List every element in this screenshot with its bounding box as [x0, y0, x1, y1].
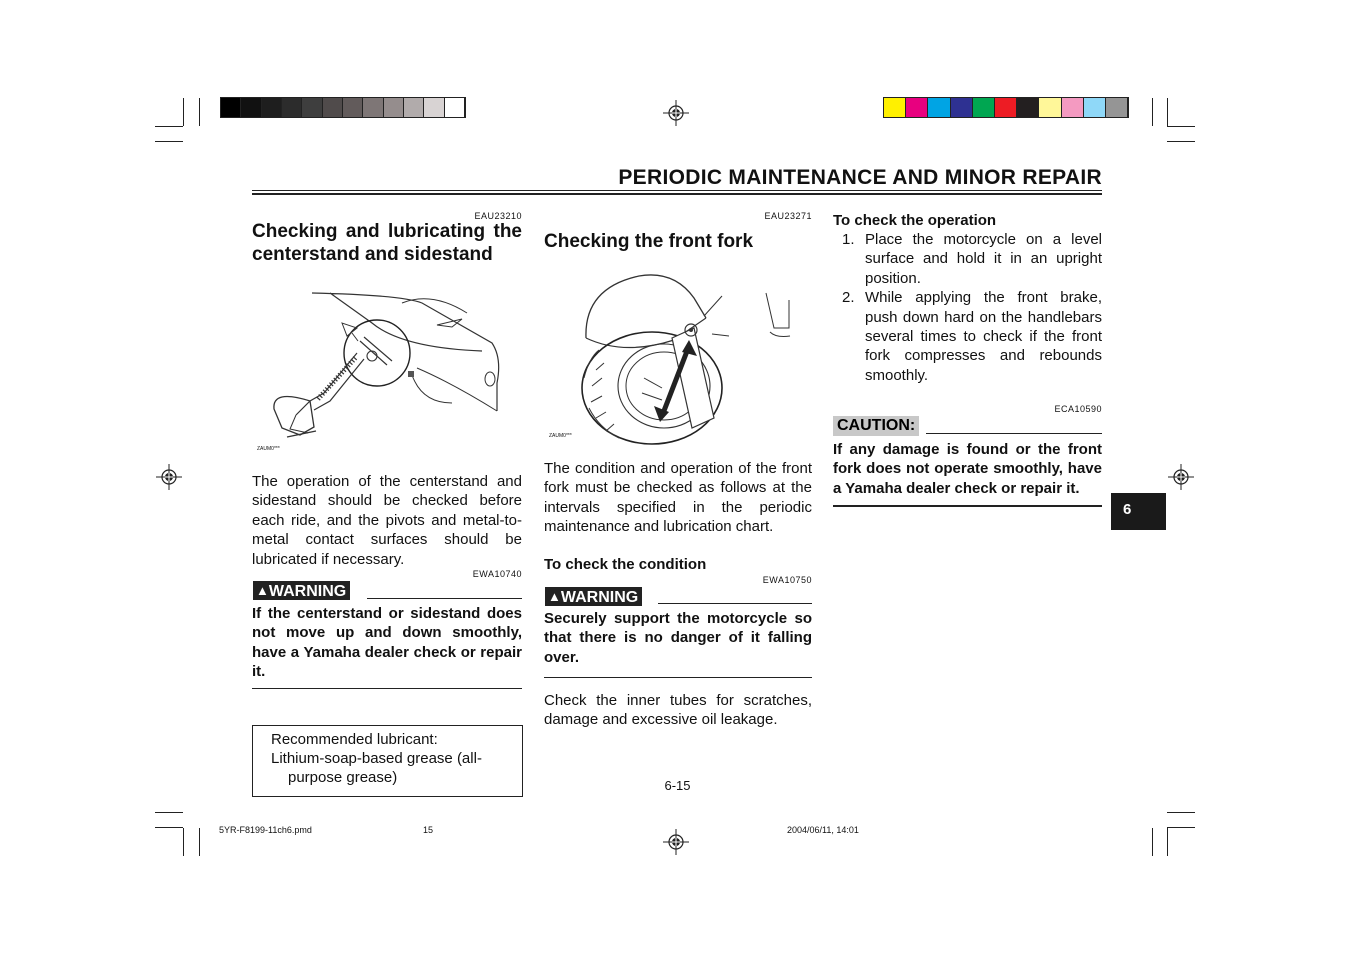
footer-filename: 5YR-F8199-11ch6.pmd — [219, 825, 312, 835]
color-swatch — [221, 98, 241, 117]
subheading-operation: To check the operation — [833, 212, 997, 229]
color-swatch — [995, 98, 1017, 117]
caution-badge: CAUTION: — [833, 416, 919, 436]
color-swatch — [1062, 98, 1084, 117]
caution-text: If any damage is found or the front fork does not operate smoothly, have a Yamaha dealer check or repair it. — [833, 441, 1102, 497]
warning-text: If the centerstand or sidestand does not move up and down smoothly, have a Yamaha dealer check or repair it. — [252, 605, 522, 681]
subheading-condition: To check the condition — [544, 556, 707, 573]
step-text: Place the motorcycle on a level surface and hold it in an upright position. — [865, 231, 1102, 287]
color-swatch — [404, 98, 424, 117]
sidestand-illustration — [252, 283, 522, 458]
color-swatch — [343, 98, 363, 117]
color-swatch — [951, 98, 973, 117]
color-swatch — [363, 98, 383, 117]
front-fork-paragraph: The condition and operation of the front fork must be checked as follows at the intervals specified in the periodic maintenance and lubrication chart. — [544, 460, 812, 536]
color-swatch — [1039, 98, 1061, 117]
warning-text: Securely support the motorcycle so that there is no danger of it falling over. — [544, 610, 812, 666]
header-rule-thick — [252, 193, 1102, 195]
color-swatch — [282, 98, 302, 117]
warning-badge: ▲WARNING — [545, 587, 642, 606]
section-code: EAU23271 — [764, 211, 812, 221]
color-swatch — [906, 98, 928, 117]
color-swatch — [302, 98, 322, 117]
color-swatch — [262, 98, 282, 117]
registration-mark-left — [156, 464, 182, 490]
caution-code: ECA10590 — [1054, 404, 1102, 414]
color-swatch — [384, 98, 404, 117]
chapter-tab: 6 — [1111, 493, 1166, 530]
list-item — [833, 288, 1102, 385]
centerstand-paragraph: The operation of the centerstand and sidestand should be checked before each ride, and the pivots and metal-to-metal contact surfaces should be lubricated if necessary. — [252, 473, 522, 568]
step-text: While applying the front brake, push down hard on the handlebars several times to check if the front fork compresses and rebounds smoothly. — [865, 289, 1102, 384]
section-heading: Checking the front fork — [544, 231, 754, 252]
lubricant-label: Recommended lubricant: — [271, 731, 438, 748]
warning-rule — [658, 603, 812, 604]
warning-end-rule — [544, 677, 812, 678]
color-swatch — [928, 98, 950, 117]
color-swatch — [884, 98, 906, 117]
color-swatch — [973, 98, 995, 117]
section-code: EAU23210 — [474, 211, 522, 221]
warning-code: EWA10750 — [762, 575, 812, 585]
page-header-title: PERIODIC MAINTENANCE AND MINOR REPAIR — [618, 166, 1102, 189]
color-swatch — [1084, 98, 1106, 117]
list-item — [833, 230, 1102, 288]
warning-rule — [367, 598, 522, 599]
footer-page: 15 — [423, 825, 434, 835]
color-swatch — [424, 98, 444, 117]
inner-tubes-paragraph: Check the inner tubes for scratches, damage and excessive oil leakage. — [544, 692, 812, 729]
figure-tag: ZAUM0*** — [257, 446, 280, 452]
warning-end-rule — [252, 688, 522, 689]
color-swatch — [241, 98, 261, 117]
color-swatch — [445, 98, 465, 117]
page-number: 6-15 — [664, 778, 691, 793]
step-number: 2. — [842, 289, 855, 307]
lubricant-value: Lithium-soap-based grease (all-purpose grease) — [271, 750, 482, 787]
grayscale-calibration-bar — [220, 97, 466, 118]
warning-code: EWA10740 — [472, 569, 522, 579]
caution-end-rule — [833, 505, 1102, 507]
color-swatch — [323, 98, 343, 117]
registration-mark-bottom — [663, 829, 689, 855]
footer-datetime: 2004/06/11, 14:01 — [787, 825, 859, 835]
color-calibration-bar — [883, 97, 1129, 118]
caution-rule — [926, 433, 1102, 434]
step-number: 1. — [842, 231, 855, 248]
color-swatch — [1017, 98, 1039, 117]
registration-mark-top — [663, 100, 689, 126]
figure-tag: ZAUM0*** — [549, 433, 572, 439]
header-rule — [252, 190, 1102, 191]
front-fork-illustration — [544, 268, 812, 448]
warning-badge: ▲WARNING — [253, 581, 350, 600]
section-heading-line1: Checking and lubricating the — [252, 221, 522, 242]
color-swatch — [1106, 98, 1128, 117]
section-heading-line2: centerstand and sidestand — [252, 244, 493, 265]
operation-steps — [833, 230, 1102, 385]
registration-mark-right — [1168, 464, 1194, 490]
warning-triangle-icon: ▲ — [256, 583, 269, 598]
warning-triangle-icon: ▲ — [548, 589, 561, 604]
